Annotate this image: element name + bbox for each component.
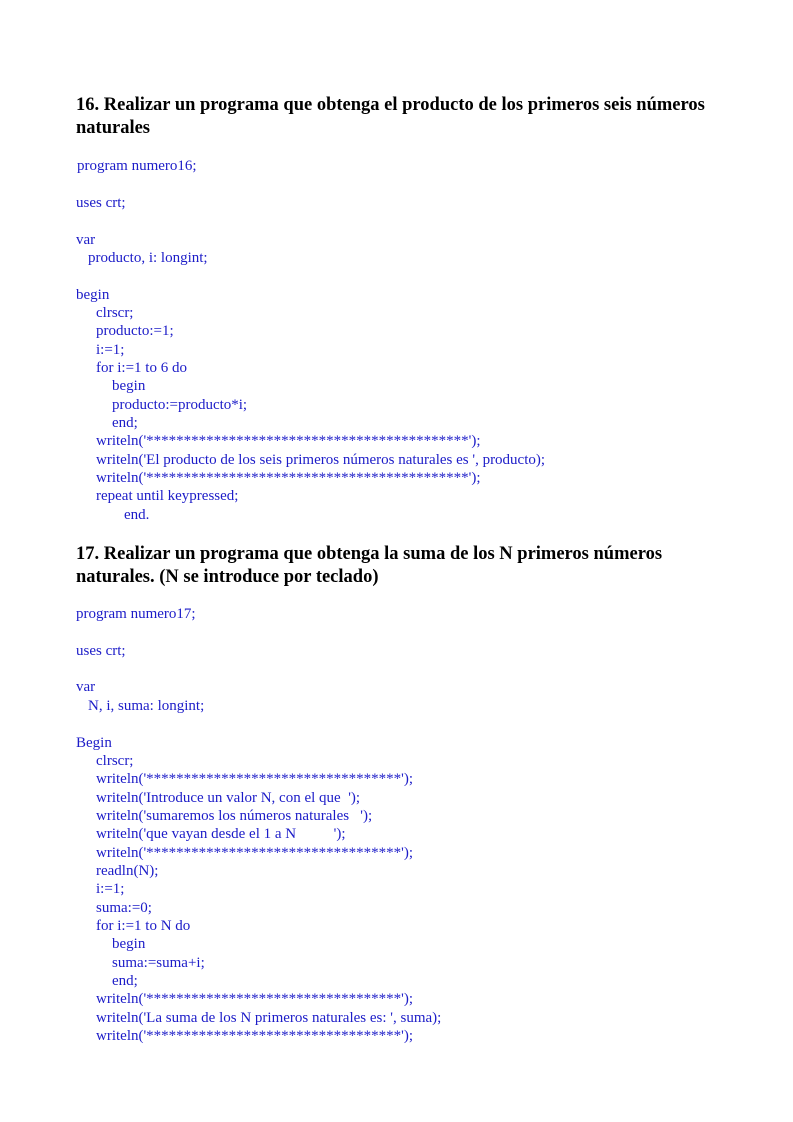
code-line: Begin [76,735,112,751]
code-line: var [76,232,96,248]
code-line: readln(N); [96,863,159,879]
code-line: end; [112,415,138,431]
exercise-17-heading: 17. Realizar un programa que obtenga la suma de los N primeros números naturales. (N se introduce por teclado) [76,544,663,587]
code-line: writeln('El producto de los seis primeros números naturales es ', producto); [96,452,546,468]
code-line: writeln('La suma de los N primeros naturales es: ', suma); [96,1010,442,1026]
code-line: N, i, suma: longint; [88,698,205,714]
code-line: writeln('sumaremos los números naturales '); [96,808,373,824]
code-line: begin [112,936,146,952]
code-line: suma:=0; [96,900,152,916]
code-line: program numero16; [77,158,197,174]
code-line: for i:=1 to 6 do [96,360,187,376]
code-line: producto, i: longint; [88,250,208,266]
exercise-16-heading: 16. Realizar un programa que obtenga el producto de los primeros seis números naturales [76,95,705,138]
code-line: begin [112,378,146,394]
code-line: uses crt; [76,643,126,659]
code-line: end. [124,507,150,523]
code-line: producto:=producto*i; [112,397,248,413]
code-line: var [76,679,96,695]
code-line: writeln('que vayan desde el 1 a N '); [96,826,346,842]
code-line: program numero17; [76,606,196,622]
code-line: uses crt; [76,195,126,211]
code-line: writeln('Introduce un valor N, con el que '); [96,790,361,806]
code-line: clrscr; [96,305,134,321]
code-line: writeln('**********************************'); [96,771,414,787]
code-line: writeln('**********************************'); [96,991,414,1007]
code-line: clrscr; [96,753,134,769]
code-line: writeln('*******************************************'); [96,433,481,449]
code-line: writeln('**********************************'); [96,1028,414,1044]
code-line: for i:=1 to N do [96,918,191,934]
code-line: end; [112,973,138,989]
code-line: suma:=suma+i; [112,955,205,971]
code-line: producto:=1; [96,323,174,339]
code-line: begin [76,287,110,303]
code-line: i:=1; [96,342,125,358]
code-line: writeln('*******************************************'); [96,470,481,486]
code-line: i:=1; [96,881,125,897]
code-line: writeln('**********************************'); [96,845,414,861]
code-line: repeat until keypressed; [96,488,239,504]
